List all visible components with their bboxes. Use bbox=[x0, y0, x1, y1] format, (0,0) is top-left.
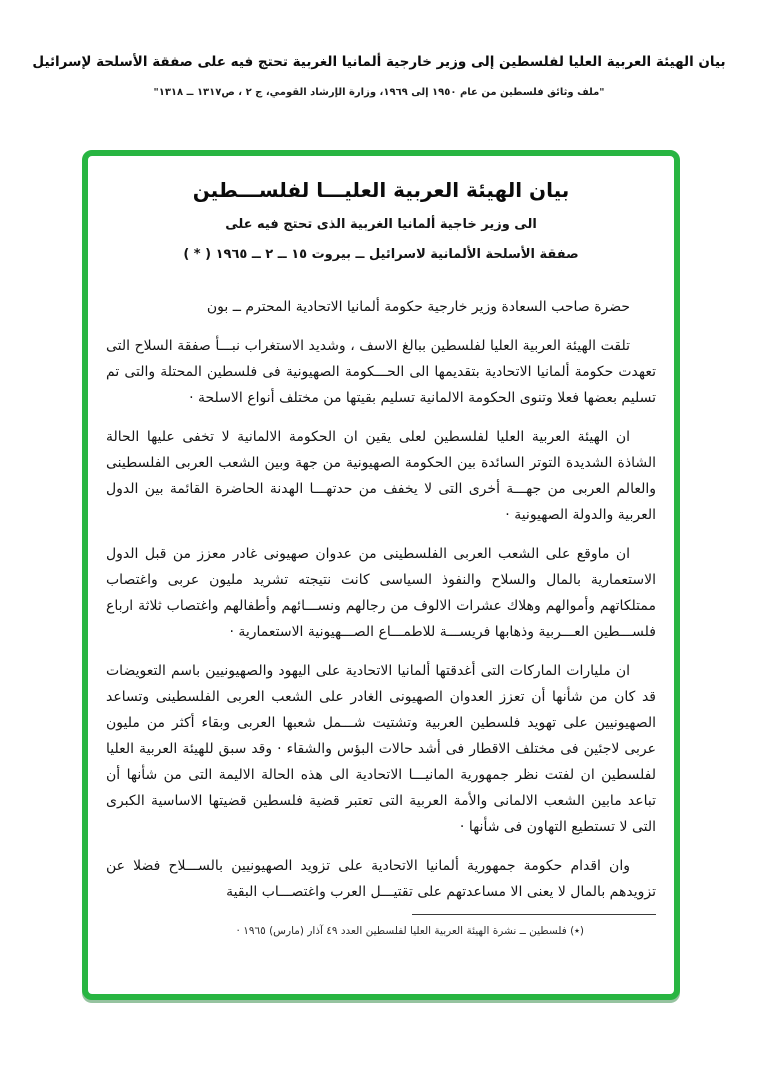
footnote-citation: (٭) فلسطين ــ نشرة الهيئة العربية العليا لفلسطين العدد ٤٩ آذار (مارس) ١٩٦٥ · bbox=[236, 925, 584, 937]
document-body bbox=[88, 156, 674, 939]
paragraph-arming-zionists: وان اقدام حكومة جمهورية ألمانيا الاتحادية على تزويد الصهيونيين بالســـلاح فضلا عن تزويدهم بالمال لا يعنى الا مساعدتهم على تقتيـــل العرب واغتصـــاب البقية bbox=[106, 858, 656, 900]
footnote-separator bbox=[412, 914, 656, 915]
salutation-line: حضرة صاحب السعادة وزير خارجية حكومة ألمانيا الاتحادية المحترم ــ بون bbox=[206, 299, 630, 315]
document-source-citation: "ملف وثائق فلسطين من عام ١٩٥٠ إلى ١٩٦٩، وزارة الإرشاد القومي، ج ٢ ، ص١٣١٧ ــ ١٣١٨" bbox=[153, 87, 605, 98]
paragraph-arms-deal-news: تلقت الهيئة العربية العليا لفلسطين ببالغ الاسف ، وشديد الاستغراب نبـــأ صفقة السلاح التى تعهدت حكومة ألمانيا الاتحادية بتقديمها الى الحـــكومة الصهيونية فى فلسطين المحتلة والتى تم تسليم بعضها فعلا وتنوى الحكومة الالمانية تسليم بقيتها من مختلف أنواع الاسلحة · bbox=[106, 338, 656, 406]
document-caption-title: بيان الهيئة العربية العليا لفلسطين إلى وزير خارجية ألمانيا الغربية تحتج فيه على صفقة الأسلحة لإسرائيل bbox=[32, 54, 726, 70]
document-frame bbox=[82, 150, 680, 1000]
paragraph-reparations-marks: ان مليارات الماركات التى أغدقتها ألمانيا الاتحادية على اليهود والصهيونيين باسم التعويضات قد كان من شأنها أن تعزز العدوان الصهيونى الغادر على الشعب العربى الفلسطينى وتساعد الصهيونيين على تهويد فلسطين العربية وتشتيت شـــمل شعبها العربى وبقاء أكثر من مليون عربى لاجئين فى مختلف الاقطار فى أشد حالات البؤس والشقاء · وقد سبق للهيئة العربية العليا لفلسطين ان لفتت نظر جمهورية المانيـــا الاتحادية الى هذه الحالة الاليمة التى من شأنها أن تباعد مابين الشعب الالمانى والأمة العربية التى تعتبر قضية فلسطين قضيتها الاساسية الكبرى التى لا تستطيع التهاون فى شأنها · bbox=[106, 663, 656, 835]
page-header bbox=[30, 52, 728, 98]
statement-subtitle-line2: صفقة الأسلحة الألمانية لاسرائيل ــ بيروت ١٥ ــ ٢ ــ ١٩٦٥ ( * ) bbox=[183, 247, 579, 262]
paragraph-aggression-consequences: ان ماوقع على الشعب العربى الفلسطينى من عدوان صهيونى غادر معزز من قبل الدول الاستعمارية بالمال والسلاح والنفوذ السياسى كانت نتيجته تشريد مليون عربى واغتصاب ممتلكاتهم وأموالهم وهلاك عشرات الالوف من رجالهم ونســـائهم وأطفالهم واغتصاب ثلاثة ارباع فلســـطين العـــربية وذهابها فريســـة للاطمـــاع الصـــهيونية الاستعمارية · bbox=[106, 546, 656, 640]
paragraph-tension-state: ان الهيئة العربية العليا لفلسطين لعلى يقين ان الحكومة الالمانية لا تخفى عليها الحالة الشاذة الشديدة التوتر السائدة بين الحكومة الصهيونية من جهة وبين الشعب العربى الفلسطينى والعالم العربى من جهـــة أخرى التى لا يخفف من حدتهـــا الهدنة الحاضرة القائمة بين الدول العربية والدولة الصهيونية · bbox=[106, 429, 656, 523]
statement-title: بيان الهيئة العربية العليـــا لفلســـطين bbox=[192, 178, 570, 202]
statement-subtitle-line1: الى وزير خاجية ألمانيا الغربية الذى تحتج فيه على bbox=[225, 217, 537, 232]
